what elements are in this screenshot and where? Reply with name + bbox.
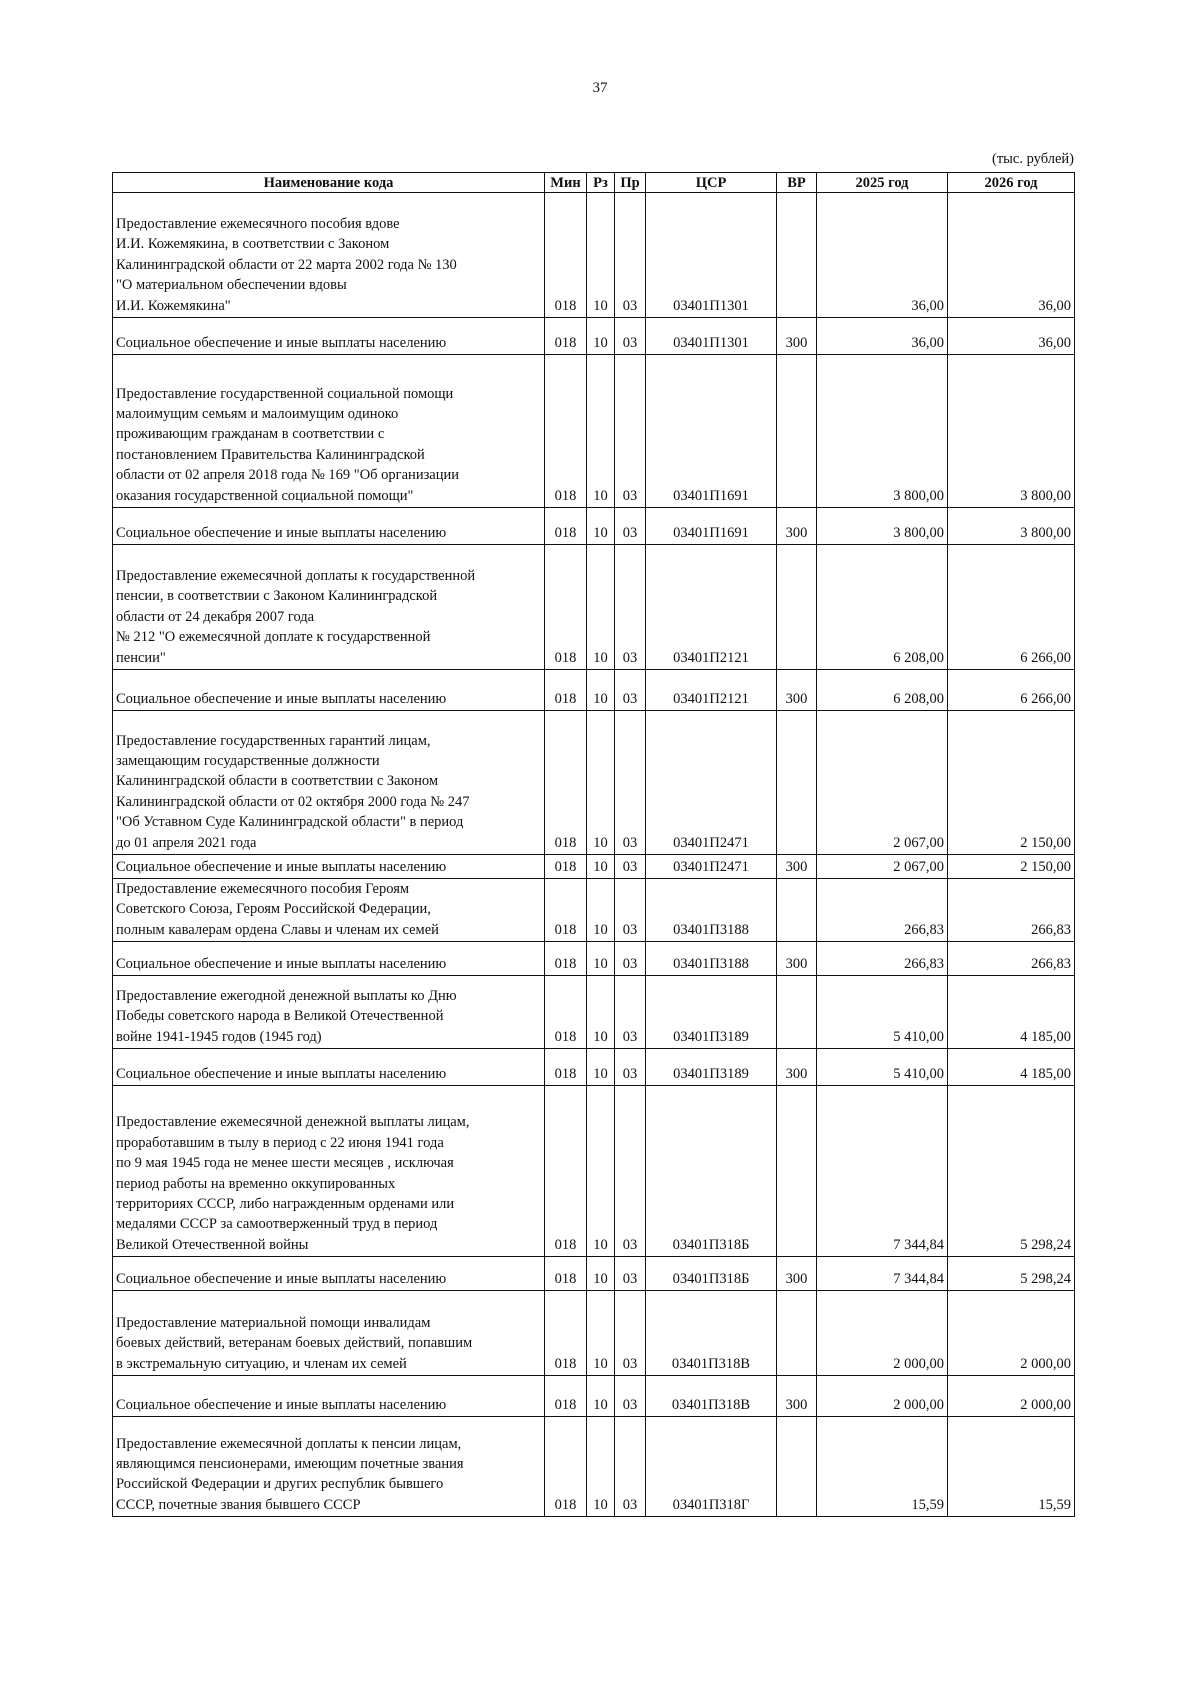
table-row [113, 1257, 1075, 1291]
col-header-pr: Пр [615, 173, 646, 193]
cell-min: 018 [545, 855, 587, 879]
cell-csr: 03401П3189 [646, 1049, 777, 1086]
cell-vr: 300 [777, 670, 817, 711]
cell-csr: 03401П2121 [646, 545, 777, 670]
cell-2026: 2 150,00 [948, 855, 1075, 879]
table-row [113, 508, 1075, 545]
cell-pr: 03 [615, 1291, 646, 1376]
cell-csr: 03401П1301 [646, 193, 777, 318]
cell-min: 018 [545, 508, 587, 545]
cell-pr: 03 [615, 942, 646, 976]
cell-vr: 300 [777, 855, 817, 879]
cell-min: 018 [545, 193, 587, 318]
col-header-vr: ВР [777, 173, 817, 193]
cell-vr [777, 976, 817, 1049]
header-row [113, 173, 1075, 193]
table-row [113, 1086, 1075, 1257]
cell-min: 018 [545, 318, 587, 355]
cell-2026: 36,00 [948, 318, 1075, 355]
cell-rz: 10 [587, 855, 615, 879]
cell-min: 018 [545, 545, 587, 670]
cell-csr: 03401П1301 [646, 318, 777, 355]
cell-csr: 03401П2471 [646, 711, 777, 855]
cell-2025: 2 000,00 [817, 1291, 948, 1376]
cell-2025: 36,00 [817, 318, 948, 355]
page-number: 37 [592, 80, 608, 96]
cell-vr: 300 [777, 942, 817, 976]
cell-2026: 36,00 [948, 193, 1075, 318]
cell-min: 018 [545, 879, 587, 942]
cell-2025: 2 067,00 [817, 855, 948, 879]
cell-rz: 10 [587, 879, 615, 942]
cell-min: 018 [545, 1376, 587, 1417]
cell-rz: 10 [587, 193, 615, 318]
cell-2026: 266,83 [948, 942, 1075, 976]
col-header-name: Наименование кода [113, 173, 545, 193]
cell-rz: 10 [587, 508, 615, 545]
cell-min: 018 [545, 1049, 587, 1086]
cell-vr [777, 1417, 817, 1517]
cell-pr: 03 [615, 545, 646, 670]
cell-vr [777, 193, 817, 318]
table-row [113, 879, 1075, 942]
cell-2026: 5 298,24 [948, 1086, 1075, 1257]
table-row [113, 355, 1075, 508]
cell-csr: 03401П318В [646, 1291, 777, 1376]
cell-csr: 03401П318Г [646, 1417, 777, 1517]
cell-pr: 03 [615, 355, 646, 508]
cell-name: Предоставление ежемесячного пособия Героям Советского Союза, Героям Российской Федерации, полным кавалерам ордена Славы и членам их семей [113, 879, 545, 942]
cell-vr: 300 [777, 1257, 817, 1291]
cell-2026: 2 150,00 [948, 711, 1075, 855]
table-row [113, 545, 1075, 670]
cell-csr: 03401П1691 [646, 355, 777, 508]
cell-csr: 03401П3188 [646, 879, 777, 942]
cell-min: 018 [545, 1417, 587, 1517]
cell-2025: 3 800,00 [817, 355, 948, 508]
cell-name: Социальное обеспечение и иные выплаты населению [113, 855, 545, 879]
cell-pr: 03 [615, 508, 646, 545]
cell-rz: 10 [587, 1049, 615, 1086]
cell-2026: 2 000,00 [948, 1376, 1075, 1417]
cell-vr [777, 879, 817, 942]
cell-rz: 10 [587, 942, 615, 976]
cell-name: Социальное обеспечение и иные выплаты населению [113, 942, 545, 976]
cell-vr [777, 355, 817, 508]
table-row [113, 1049, 1075, 1086]
cell-rz: 10 [587, 318, 615, 355]
cell-2025: 5 410,00 [817, 1049, 948, 1086]
cell-2026: 3 800,00 [948, 355, 1075, 508]
cell-min: 018 [545, 711, 587, 855]
cell-2025: 36,00 [817, 193, 948, 318]
cell-2026: 4 185,00 [948, 976, 1075, 1049]
cell-vr: 300 [777, 1376, 817, 1417]
cell-name: Предоставление ежемесячной денежной выплаты лицам, проработавшим в тылу в период с 22 июня 1941 года по 9 мая 1945 года не менее шести месяцев , исключая период работы на временно оккупированных территориях СССР, либо награжденным орденами или медалями СССР за самоотверженный труд в период Великой Отечественной войны [113, 1086, 545, 1257]
cell-min: 018 [545, 976, 587, 1049]
cell-name: Социальное обеспечение и иные выплаты населению [113, 508, 545, 545]
cell-min: 018 [545, 1257, 587, 1291]
cell-2025: 15,59 [817, 1417, 948, 1517]
cell-2026: 5 298,24 [948, 1257, 1075, 1291]
cell-vr [777, 545, 817, 670]
cell-2025: 3 800,00 [817, 508, 948, 545]
cell-csr: 03401П318Б [646, 1086, 777, 1257]
cell-2026: 2 000,00 [948, 1291, 1075, 1376]
cell-vr [777, 711, 817, 855]
cell-name: Предоставление ежегодной денежной выплаты ко Дню Победы советского народа в Великой Отечественной войне 1941-1945 годов (1945 год) [113, 976, 545, 1049]
cell-min: 018 [545, 1291, 587, 1376]
cell-rz: 10 [587, 1086, 615, 1257]
table-row [113, 1417, 1075, 1517]
cell-vr: 300 [777, 508, 817, 545]
cell-csr: 03401П318Б [646, 1257, 777, 1291]
col-header-rz: Рз [587, 173, 615, 193]
cell-csr: 03401П2121 [646, 670, 777, 711]
cell-name: Социальное обеспечение и иные выплаты населению [113, 1376, 545, 1417]
cell-vr: 300 [777, 318, 817, 355]
cell-vr: 300 [777, 1049, 817, 1086]
cell-rz: 10 [587, 1291, 615, 1376]
cell-2025: 2 067,00 [817, 711, 948, 855]
cell-2026: 6 266,00 [948, 545, 1075, 670]
cell-2026: 4 185,00 [948, 1049, 1075, 1086]
cell-rz: 10 [587, 711, 615, 855]
cell-name: Предоставление ежемесячной доплаты к пенсии лицам, являющимся пенсионерами, имеющим почетные звания Российской Федерации и других республик бывшего СССР, почетные звания бывшего СССР [113, 1417, 545, 1517]
col-header-2026: 2026 год [948, 173, 1075, 193]
cell-2025: 7 344,84 [817, 1086, 948, 1257]
cell-pr: 03 [615, 1417, 646, 1517]
cell-2026: 3 800,00 [948, 508, 1075, 545]
cell-rz: 10 [587, 976, 615, 1049]
cell-name: Предоставление государственных гарантий лицам, замещающим государственные должности Калининградской области в соответствии с Законом Калининградской области от 02 октября 2000 года № 247 "Об Уставном Суде Калининградской области" в период до 01 апреля 2021 года [113, 711, 545, 855]
budget-table [112, 172, 1075, 1517]
table-row [113, 711, 1075, 855]
cell-rz: 10 [587, 355, 615, 508]
cell-pr: 03 [615, 976, 646, 1049]
cell-csr: 03401П3189 [646, 976, 777, 1049]
cell-min: 018 [545, 942, 587, 976]
cell-name: Социальное обеспечение и иные выплаты населению [113, 670, 545, 711]
cell-name: Социальное обеспечение и иные выплаты населению [113, 1049, 545, 1086]
cell-2026: 15,59 [948, 1417, 1075, 1517]
cell-rz: 10 [587, 545, 615, 670]
units-label: (тыс. рублей) [992, 151, 1074, 167]
cell-rz: 10 [587, 1417, 615, 1517]
table-row [113, 942, 1075, 976]
cell-name: Предоставление материальной помощи инвалидам боевых действий, ветеранам боевых действий, попавшим в экстремальную ситуацию, и членам их семей [113, 1291, 545, 1376]
cell-2025: 5 410,00 [817, 976, 948, 1049]
table-row [113, 1291, 1075, 1376]
cell-rz: 10 [587, 1376, 615, 1417]
cell-2025: 7 344,84 [817, 1257, 948, 1291]
table-row [113, 855, 1075, 879]
cell-pr: 03 [615, 711, 646, 855]
col-header-csr: ЦСР [646, 173, 777, 193]
cell-pr: 03 [615, 1086, 646, 1257]
cell-2025: 6 208,00 [817, 545, 948, 670]
cell-name: Предоставление ежемесячного пособия вдове И.И. Кожемякина, в соответствии с Законом Калининградской области от 22 марта 2002 года № 130 "О материальном обеспечении вдовы И.И. Кожемякина" [113, 193, 545, 318]
cell-pr: 03 [615, 193, 646, 318]
cell-vr [777, 1086, 817, 1257]
col-header-min: Мин [545, 173, 587, 193]
cell-name: Социальное обеспечение и иные выплаты населению [113, 1257, 545, 1291]
cell-rz: 10 [587, 1257, 615, 1291]
table-row [113, 318, 1075, 355]
cell-vr [777, 1291, 817, 1376]
cell-min: 018 [545, 355, 587, 508]
col-header-2025: 2025 год [817, 173, 948, 193]
cell-pr: 03 [615, 318, 646, 355]
table-row [113, 1376, 1075, 1417]
table-row [113, 670, 1075, 711]
cell-pr: 03 [615, 879, 646, 942]
table-row [113, 193, 1075, 318]
cell-name: Социальное обеспечение и иные выплаты населению [113, 318, 545, 355]
cell-2025: 6 208,00 [817, 670, 948, 711]
cell-2026: 266,83 [948, 879, 1075, 942]
cell-2025: 266,83 [817, 879, 948, 942]
cell-name: Предоставление ежемесячной доплаты к государственной пенсии, в соответствии с Законом Калининградской области от 24 декабря 2007 года № 212 "О ежемесячной доплате к государственной пенсии" [113, 545, 545, 670]
cell-pr: 03 [615, 1257, 646, 1291]
cell-min: 018 [545, 670, 587, 711]
cell-csr: 03401П1691 [646, 508, 777, 545]
cell-csr: 03401П318В [646, 1376, 777, 1417]
cell-2025: 2 000,00 [817, 1376, 948, 1417]
cell-pr: 03 [615, 1049, 646, 1086]
cell-name: Предоставление государственной социальной помощи малоимущим семьям и малоимущим одиноко проживающим гражданам в соответствии с постановлением Правительства Калининградской области от 02 апреля 2018 года № 169 "Об организации оказания государственной социальной помощи" [113, 355, 545, 508]
cell-csr: 03401П2471 [646, 855, 777, 879]
cell-csr: 03401П3188 [646, 942, 777, 976]
cell-min: 018 [545, 1086, 587, 1257]
cell-pr: 03 [615, 855, 646, 879]
cell-2026: 6 266,00 [948, 670, 1075, 711]
table-row [113, 976, 1075, 1049]
cell-rz: 10 [587, 670, 615, 711]
cell-pr: 03 [615, 670, 646, 711]
cell-pr: 03 [615, 1376, 646, 1417]
cell-2025: 266,83 [817, 942, 948, 976]
